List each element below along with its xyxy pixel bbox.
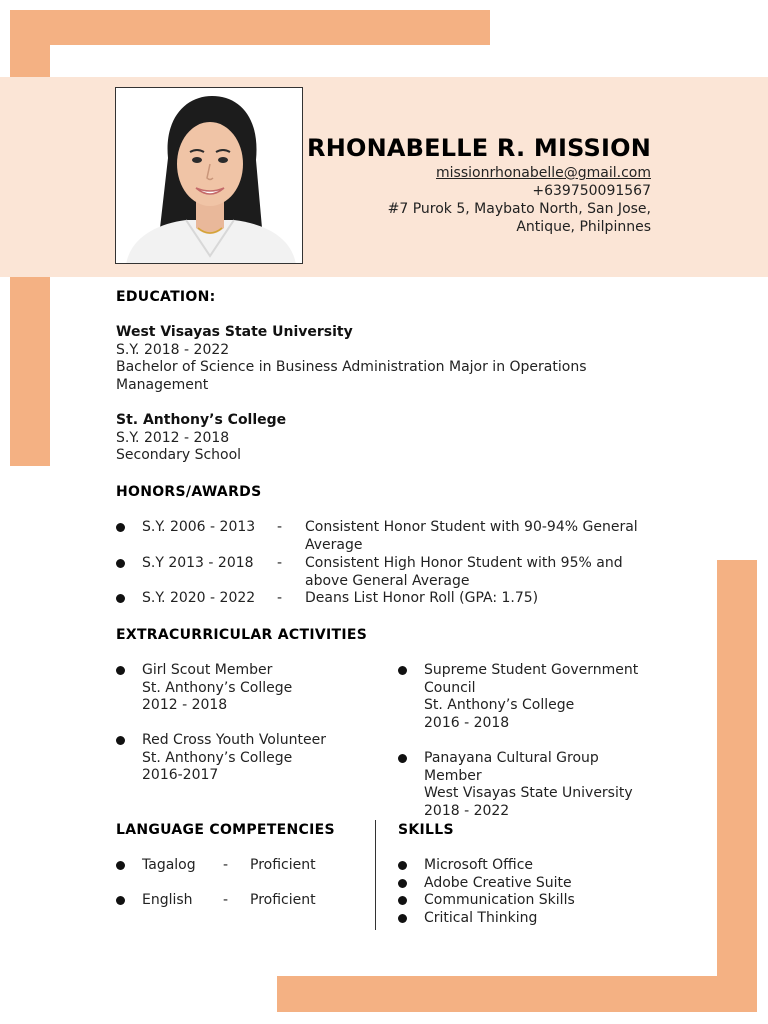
school-level: Secondary School [116,447,242,464]
skill-item [398,910,658,928]
degree-line-2: Management [116,377,209,394]
address-line-2: Antique, Philpinnes [516,219,651,235]
person-portrait-icon [116,88,303,264]
skill-item [398,892,658,910]
profile-photo [115,87,303,264]
activity-years: 2012 - 2018 [142,697,228,714]
language-level: Proficient [250,892,316,908]
accent-bar-right [717,560,757,1012]
bullet-icon [116,736,125,745]
column-divider [375,820,376,930]
activity-org: West Visayas State University [424,785,633,802]
school-years: S.Y. 2018 - 2022 [116,341,230,358]
language-dash: - [223,892,229,908]
activity-role: Supreme Student Government [424,662,639,678]
honor-dash: - [277,519,283,535]
honors-heading: HONORS/AWARDS [116,484,262,500]
language-name: Tagalog [142,857,196,873]
candidate-name: RHONABELLE R. MISSION [307,134,651,162]
honor-years: S.Y. 2006 - 2013 [142,519,256,535]
activity-years: 2016 - 2018 [424,715,510,732]
language-heading: LANGUAGE COMPETENCIES [116,822,335,838]
activity-years: 2018 - 2022 [424,803,510,820]
activity-role: Red Cross Youth Volunteer [142,732,326,748]
skill-name: Microsoft Office [424,857,534,873]
accent-bar-bottom [277,976,757,1012]
activity-item [398,750,658,820]
bullet-icon [116,559,125,568]
skill-name: Adobe Creative Suite [424,875,572,891]
honor-item [116,590,656,608]
honor-item [116,555,656,591]
bullet-icon [398,879,407,888]
email-link[interactable]: missionrhonabelle@gmail.com [436,165,651,181]
language-item [116,892,356,910]
activity-role: Girl Scout Member [142,662,273,678]
honor-description: Consistent High Honor Student with 95% and above General Average [305,555,623,589]
phone-number: +639750091567 [532,183,651,199]
bullet-icon [116,594,125,603]
honor-description: Deans List Honor Roll (GPA: 1.75) [305,590,539,606]
bullet-icon [116,861,125,870]
activity-role: Panayana Cultural Group Member [424,750,599,784]
activity-item [398,662,658,734]
skill-name: Critical Thinking [424,910,538,926]
degree-line-1: Bachelor of Science in Business Administration Major in Operations [116,359,587,376]
honor-dash: - [277,590,283,606]
education-entry [116,324,586,395]
bullet-icon [398,754,407,763]
activities-heading: EXTRACURRICULAR ACTIVITIES [116,627,368,643]
activity-role-cont: Council [424,679,476,696]
skills-heading: SKILLS [398,822,454,838]
bullet-icon [398,896,407,905]
address-line-1: #7 Purok 5, Maybato North, San Jose, [387,201,651,217]
activity-item [116,662,366,716]
honor-years: S.Y. 2020 - 2022 [142,590,256,606]
education-entry [116,412,286,465]
accent-bar-top [10,10,490,45]
activity-org: St. Anthony’s College [424,697,575,714]
bullet-icon [398,861,407,870]
activity-org: St. Anthony’s College [142,749,293,766]
language-item [116,857,356,875]
skill-name: Communication Skills [424,892,575,908]
school-years: S.Y. 2012 - 2018 [116,429,230,446]
bullet-icon [398,914,407,923]
language-dash: - [223,857,229,873]
bullet-icon [116,666,125,675]
language-name: English [142,892,193,908]
honor-description: Consistent Honor Student with 90-94% General Average [305,519,638,553]
skill-item [398,857,658,875]
activity-years: 2016-2017 [142,767,219,784]
bullet-icon [116,523,125,532]
bullet-icon [116,896,125,905]
school-name: West Visayas State University [116,324,353,340]
education-heading: EDUCATION: [116,289,216,305]
contact-block [388,164,651,236]
activity-org: St. Anthony’s College [142,679,293,696]
honor-item [116,519,656,555]
activity-item [116,732,366,786]
bullet-icon [398,666,407,675]
honor-years: S.Y 2013 - 2018 [142,555,254,571]
language-level: Proficient [250,857,316,873]
skill-item [398,875,658,893]
school-name: St. Anthony’s College [116,412,287,428]
honor-dash: - [277,555,283,571]
